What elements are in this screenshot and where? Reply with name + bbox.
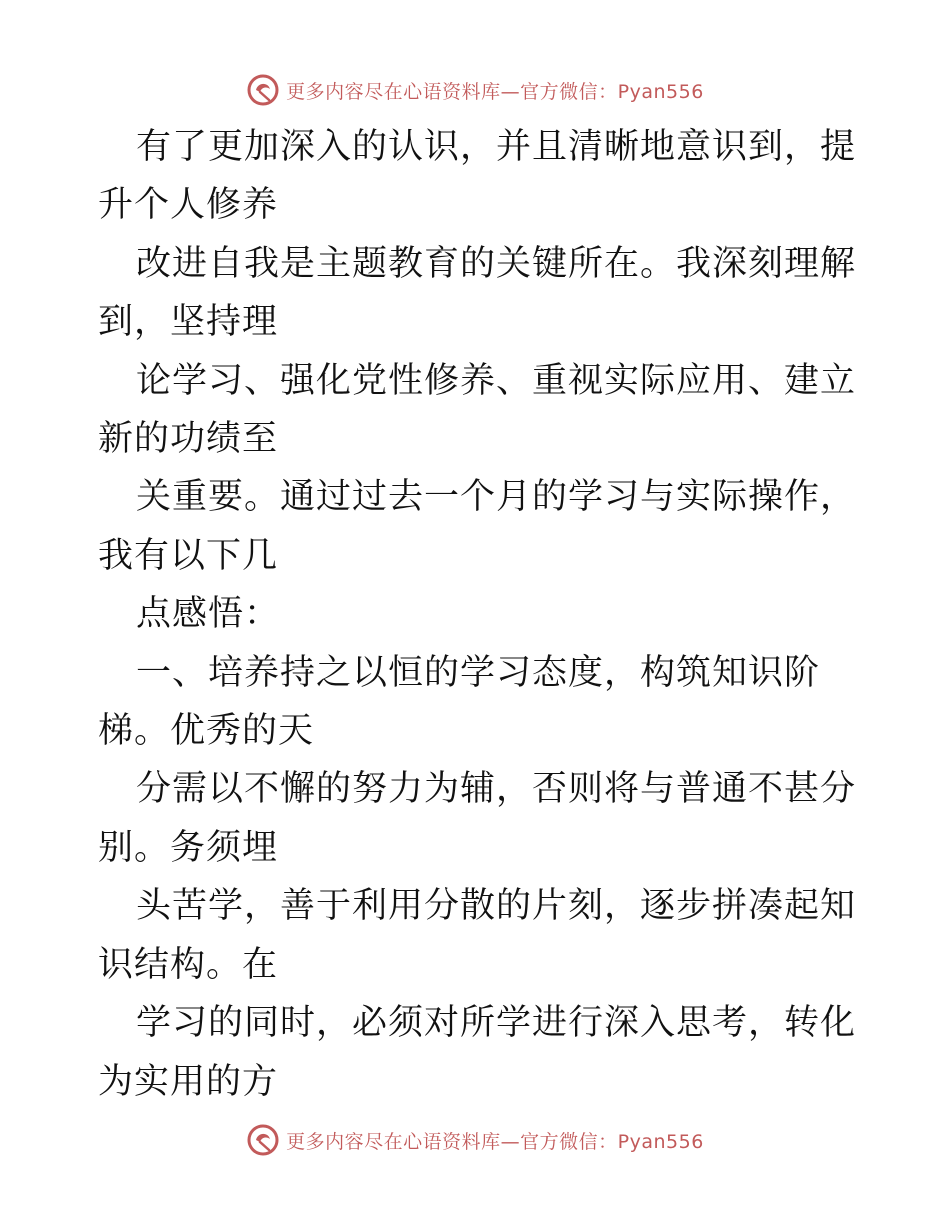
header-watermark <box>0 70 950 110</box>
rose-logo-icon <box>246 1123 280 1157</box>
paragraph: 改进自我是主题教育的关键所在。我深刻理解到，坚持理 <box>98 243 857 343</box>
paragraph: 分需以不懈的努力为辅，否则将与普通不甚分别。务须埋 <box>98 769 857 868</box>
paragraph: 关重要。通过过去一个月的学习与实际操作，我有以下几 <box>98 477 857 576</box>
paragraph: 论学习、强化党性修养、重视实际应用、建立新的功绩至 <box>98 360 857 460</box>
paragraph: 点感悟： <box>136 594 281 635</box>
paragraph: 学习的同时，必须对所学进行深入思考，转化为实用的方 <box>98 1003 857 1102</box>
document-body <box>98 118 858 1111</box>
paragraph: 有了更加深入的认识，并且清晰地意识到，提升个人修养 <box>98 127 857 226</box>
footer-watermark-text: 更多内容尽在心语资料库—官方微信：Pyan556 <box>286 1130 704 1153</box>
paragraph: 一、培养持之以恒的学习态度，构筑知识阶梯。优秀的天 <box>98 652 821 752</box>
paragraph: 头苦学，善于利用分散的片刻，逐步拼凑起知识结构。在 <box>98 886 857 985</box>
header-watermark-text: 更多内容尽在心语资料库—官方微信：Pyan556 <box>286 80 704 103</box>
footer-watermark <box>0 1120 950 1160</box>
rose-logo-icon <box>246 73 280 107</box>
